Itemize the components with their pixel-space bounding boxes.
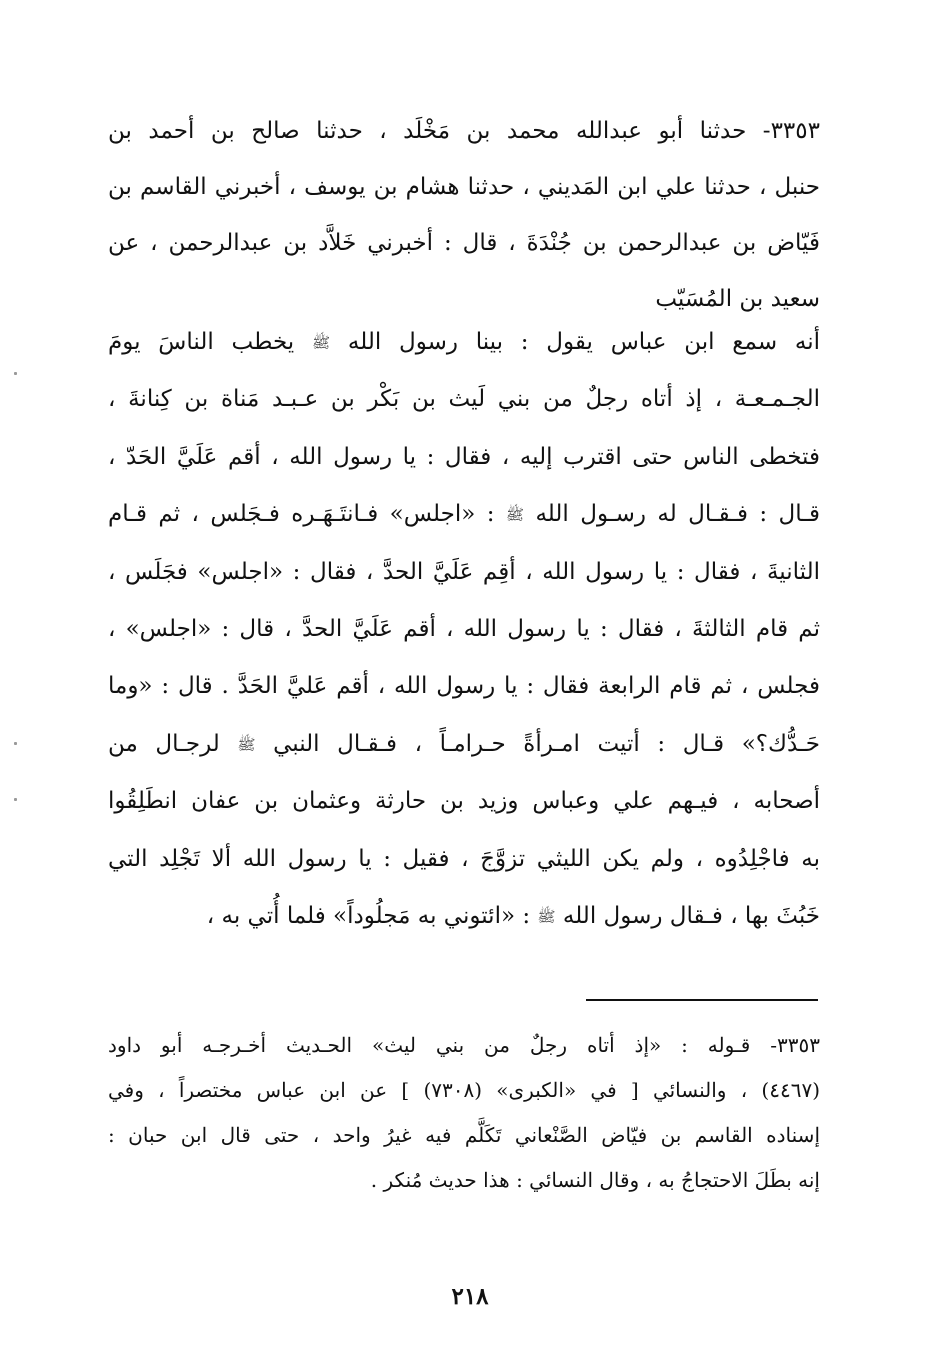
text-line [108, 716, 820, 773]
text-segment: خَبُثَ بها ، فـقال رسول الله [562, 902, 820, 929]
text-segment: فجلس ، ثم قام الرابعة فقال : يا رسول الله ، أقم عَليَّ الحَدَّ . قال : «وما [108, 673, 820, 700]
text-line: ٣٣٥٣- حدثنا أبو عبدالله محمد بن مَخْلَد ، حدثنا صالح بن أحمد بن [108, 118, 820, 144]
text-segment: : «اجلس» فـانتَـهَـره فـجَلس ، ثم قـام [108, 501, 495, 528]
footnote-line: (٤٤٦٧) ، والنسائي [ في «الكبرى» (٧٣٠٨) ] عن ابن عباس مختصراً ، وفي [108, 1078, 820, 1102]
scan-mark [14, 372, 17, 375]
text-line [108, 773, 820, 830]
text-line: فَيّاض بن عبدالرحمن بن جُنْدَةَ ، قال : أخبرني خَلاَّد بن عبدالرحمن ، عن [108, 230, 820, 256]
footnote-line: إسناده القاسم بن فيّاض الصَّنْعاني تَكَلَّم فيه غيرُ واحد ، حتى قال ابن حبان : [108, 1123, 820, 1147]
page-number: ٢١٨ [451, 1283, 489, 1310]
text-segment: أنه سمع ابن عباس يقول : بينا رسول الله [347, 329, 820, 355]
footnote-paragraph [108, 1023, 820, 1203]
text-segment: لرجـال من [108, 730, 220, 757]
scan-mark [14, 742, 17, 745]
text-segment: أصحابه ، فيـهم علي وعباس وزيد بن حارثة وعثمان بن عفان انطَلِقُوا [108, 788, 820, 815]
text-segment: فتخطى الناس حتى اقترب إليه ، فقال : يا رسول الله ، أقم عَلَيَّ الحَدّ ، [108, 443, 820, 470]
text-line [108, 314, 820, 371]
text-segment: يخطب الناسَ يومَ [108, 329, 295, 355]
hadith-matn-paragraph [108, 314, 820, 945]
scan-mark [14, 798, 17, 801]
text-line: سعيد بن المُسَيّب [655, 286, 820, 312]
pbuh-honorific: ﷺ [537, 907, 556, 926]
text-segment: حَـدُّك؟» قـال : أتيت امـرأةً حـرامـاً ، فـقـال النبي [273, 730, 820, 757]
footnote-separator [586, 999, 818, 1001]
text-segment: الجـمـعـة ، إذ أتاه رجلٌ من بني لَيث بن بَكْر بن عـبـد مَناة بن كِنانةَ ، [108, 386, 820, 413]
hadith-isnad-paragraph [108, 103, 820, 327]
text-segment: : «ائتوني به مَجلُوداً» فلما أُتي به ، [206, 902, 531, 929]
text-line [108, 601, 820, 658]
pbuh-honorific: ﷺ [237, 735, 256, 754]
text-line [108, 658, 820, 715]
text-line [108, 544, 820, 601]
text-segment: ثم قام الثالثةَ ، فقال : يا رسول الله ، أقم عَلَيَّ الحدَّ ، قال : «اجلس» ، [108, 615, 820, 642]
text-segment: به فاجْلِدُوه ، ولم يكن الليثي تزوَّجَ ، فقيل : يا رسول الله ألا تَجْلِد التي [108, 845, 820, 872]
footnote-line: إنه بطَلَ الاحتجاجُ به ، وقال النسائي : هذا حديث مُنكر . [370, 1168, 820, 1192]
text-line [108, 486, 820, 543]
text-segment: قـال : فـقـال له رسـول الله [535, 501, 820, 528]
text-line [108, 429, 820, 486]
footnote-line: ٣٣٥٣- قـوله : «إذ أتاه رجلٌ من بني ليث» الحـديث أخـرجـه أبو داود [108, 1033, 820, 1057]
text-line [108, 371, 820, 428]
text-line [108, 831, 820, 888]
text-segment: الثانيةَ ، فقال : يا رسول الله ، أقِم عَلَيَّ الحدَّ ، فقال : «اجلس» فجَلَس ، [108, 558, 820, 585]
pbuh-honorific: ﷺ [311, 333, 331, 352]
text-line [108, 888, 820, 945]
pbuh-honorific: ﷺ [505, 505, 525, 524]
text-line: حنبل ، حدثنا علي ابن المَديني ، حدثنا هشام بن يوسف ، أخبرني القاسم بن [108, 174, 820, 200]
